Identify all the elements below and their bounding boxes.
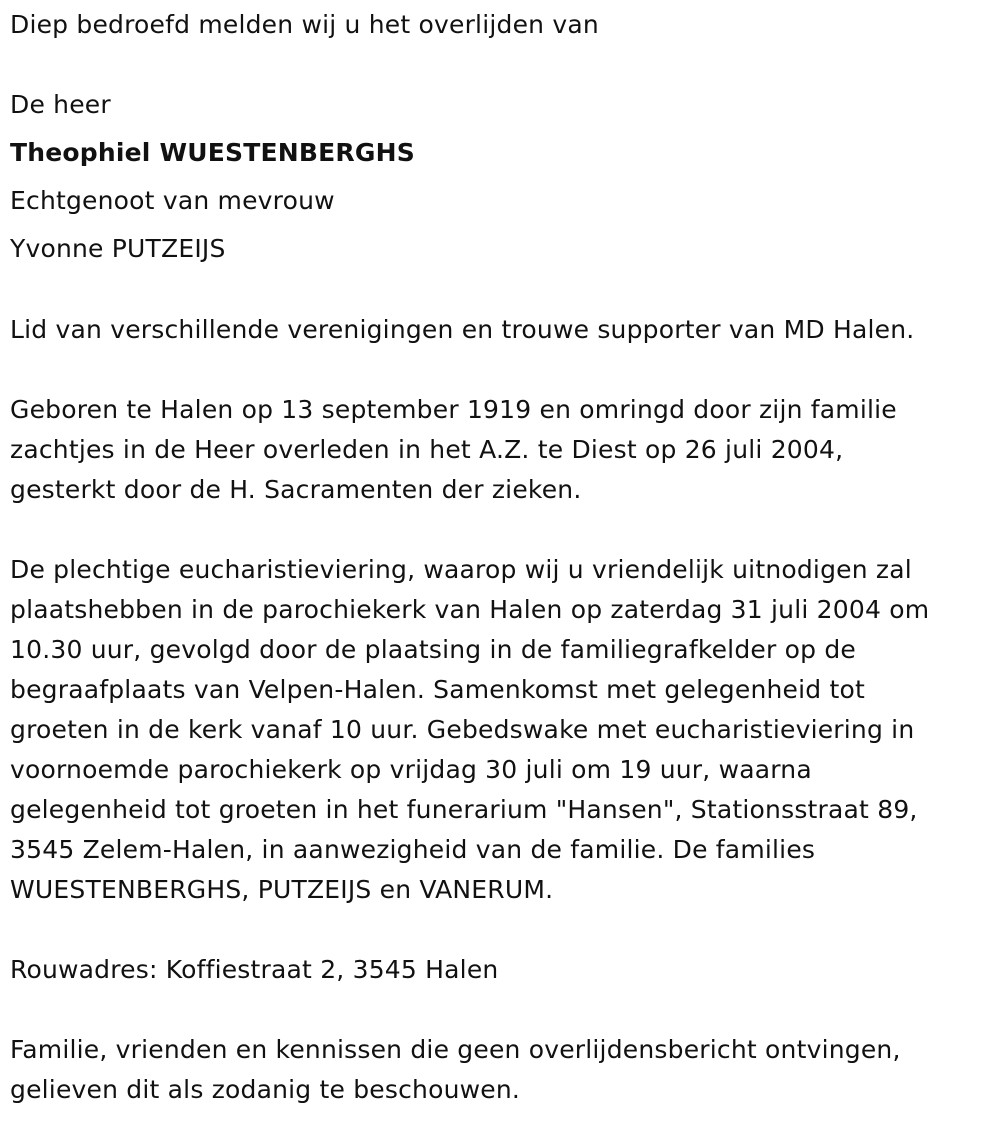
ceremony-line: 3545 Zelem-Halen, in aanwezigheid van de familie. De families xyxy=(10,835,816,864)
closing-line: gelieven dit als zodanig te beschouwen. xyxy=(10,1075,521,1104)
ceremony-line: gelegenheid tot groeten in het funerarium "Hansen", Stationsstraat 89, xyxy=(10,795,918,824)
mourning-address: Rouwadres: Koffiestraat 2, 3545 Halen xyxy=(10,955,499,984)
ceremony-line: begraafplaats van Velpen-Halen. Samenkomst met gelegenheid tot xyxy=(10,675,865,704)
ceremony-line: plaatshebben in de parochiekerk van Halen op zaterdag 31 juli 2004 om xyxy=(10,595,930,624)
salutation: De heer xyxy=(10,90,111,119)
ceremony-line: groeten in de kerk vanaf 10 uur. Gebedswake met eucharistieviering in xyxy=(10,715,915,744)
spouse-name: Yvonne PUTZEIJS xyxy=(10,234,226,263)
closing-line: Familie, vrienden en kennissen die geen overlijdensbericht ontvingen, xyxy=(10,1035,901,1064)
spouse-label: Echtgenoot van mevrouw xyxy=(10,186,335,215)
ceremony-line: 10.30 uur, gevolgd door de plaatsing in de familiegrafkelder op de xyxy=(10,635,856,664)
deceased-name: Theophiel WUESTENBERGHS xyxy=(10,138,415,167)
membership-line: Lid van verschillende verenigingen en trouwe supporter van MD Halen. xyxy=(10,315,915,344)
ceremony-line: WUESTENBERGHS, PUTZEIJS en VANERUM. xyxy=(10,875,554,904)
ceremony-line: voornoemde parochiekerk op vrijdag 30 juli om 19 uur, waarna xyxy=(10,755,812,784)
intro-line: Diep bedroefd melden wij u het overlijden van xyxy=(10,10,599,39)
birth-death-line: Geboren te Halen op 13 september 1919 en omringd door zijn familie xyxy=(10,395,897,424)
birth-death-line: gesterkt door de H. Sacramenten der zieken. xyxy=(10,475,582,504)
ceremony-line: De plechtige eucharistieviering, waarop wij u vriendelijk uitnodigen zal xyxy=(10,555,912,584)
birth-death-line: zachtjes in de Heer overleden in het A.Z. te Diest op 26 juli 2004, xyxy=(10,435,844,464)
